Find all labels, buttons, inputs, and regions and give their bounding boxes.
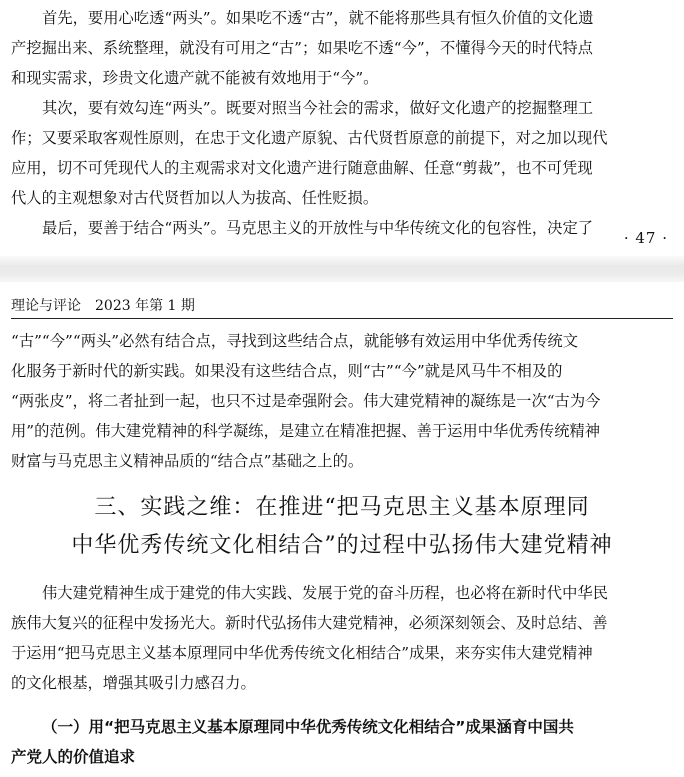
text-line: 的文化根基，增强其吸引力感召力。 <box>11 674 256 692</box>
text-line: 应用，切不可凭现代人的主观需求对文化遗产进行随意曲解、任意“剪裁”，也不可凭现 <box>11 159 593 177</box>
subsection-heading <box>11 712 673 772</box>
text-line: 作；又要采取客观性原则，在忠于文化遗产原貌、古代贤哲原意的前提下，对之加以现代 <box>11 129 608 147</box>
text-line: 首先，要用心吃透“两头”。如果吃不透“古”，就不能将那些具有恒久价值的文化遗 <box>42 9 594 27</box>
text-line: 用”的范例。伟大建党精神的科学凝练，是建立在精准把握、善于运用中华优秀传统精神 <box>11 422 601 440</box>
subsection-heading-line-2: 产党人的价值追求 <box>11 748 136 766</box>
running-header <box>11 295 195 315</box>
text-line: 代人的主观想象对古代贤哲加以人为拔高、任性贬损。 <box>11 189 379 207</box>
text-line: 和现实需求，珍贵文化遗产就不能被有效地用于“今”。 <box>11 69 379 87</box>
bottom-page-paragraph-1 <box>11 326 673 476</box>
header-rule <box>11 318 673 319</box>
section-heading-line-1: 三、实践之维：在推进“把马克思主义基本原理同 <box>94 495 590 520</box>
text-line: 化服务于新时代的新实践。如果没有这些结合点，则“古”“今”就是风马牛不相及的 <box>11 362 563 380</box>
issue-label: 2023 年第 1 期 <box>95 298 195 314</box>
top-page-paragraph-2 <box>11 93 673 213</box>
section-heading <box>0 489 684 565</box>
text-line: “两张皮”，将二者扯到一起，也只不过是牵强附会。伟大建党精神的凝练是一次“古为今 <box>11 392 601 410</box>
page-separator <box>0 256 684 282</box>
section-heading-line-2: 中华优秀传统文化相结合”的过程中弘扬伟大建党精神 <box>71 533 613 558</box>
text-line: 最后，要善于结合“两头”。马克思主义的开放性与中华传统文化的包容性，决定了 <box>42 219 594 237</box>
text-line: 族伟大复兴的征程中发扬光大。新时代弘扬伟大建党精神，必须深刻领会、及时总结、善 <box>11 614 608 632</box>
top-page-paragraph-3 <box>11 213 673 243</box>
text-line: 财富与马克思主义精神品质的“结合点”基础之上的。 <box>11 452 364 470</box>
text-line: “古”“今”“两头”必然有结合点，寻找到这些结合点，就能够有效运用中华优秀传统文 <box>11 332 579 350</box>
text-line: 其次，要有效勾连“两头”。既要对照当今社会的需求，做好文化遗产的挖掘整理工 <box>42 99 594 117</box>
subsection-heading-line-1: （一）用“把马克思主义基本原理同中华优秀传统文化相结合”成果涵育中国共 <box>42 718 574 736</box>
bottom-page-paragraph-2 <box>11 578 673 698</box>
text-line: 伟大建党精神生成于建党的伟大实践、发展于党的奋斗历程，也必将在新时代中华民 <box>42 584 608 602</box>
text-line: 产挖掘出来、系统整理，就没有可用之“古”；如果吃不透“今”，不懂得今天的时代特点 <box>11 39 593 57</box>
journal-name: 理论与评论 <box>11 298 81 314</box>
text-line: 于运用“把马克思主义基本原理同中华优秀传统文化相结合”成果，来夯实伟大建党精神 <box>11 644 593 662</box>
page-number: · 47 · <box>623 229 668 247</box>
top-page-paragraph-1 <box>11 3 673 93</box>
